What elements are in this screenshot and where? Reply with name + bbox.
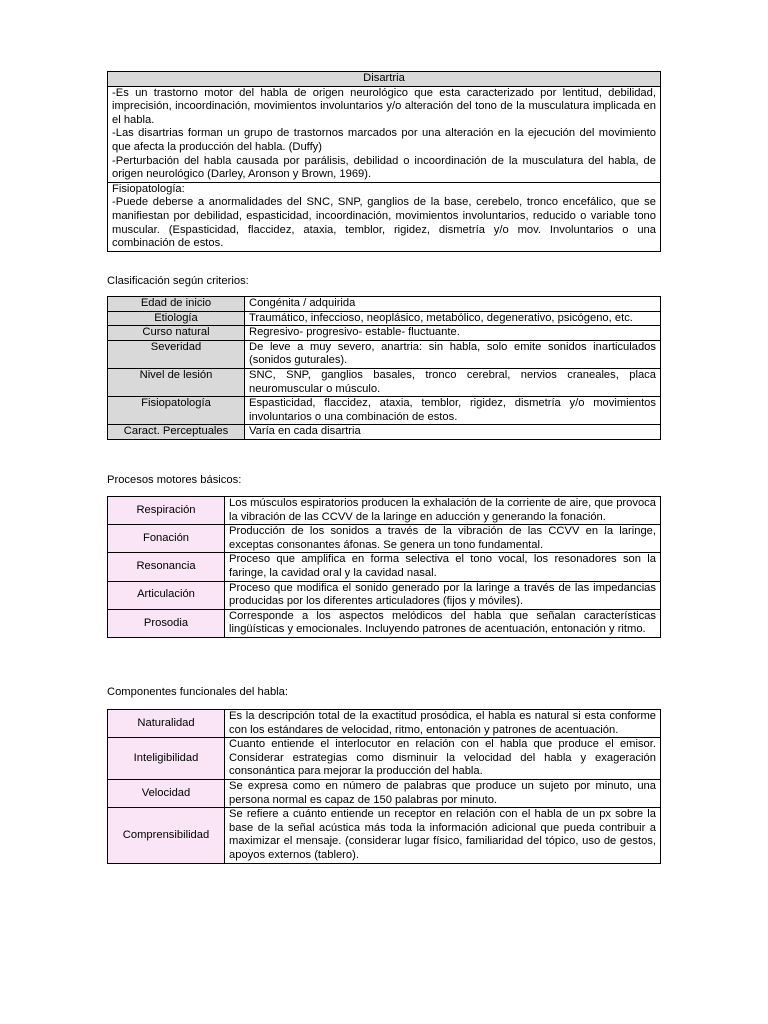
componente-row-value: Es la descripción total de la exactitud prosódica, el habla es natural si esta conforme con los estándares de velocidad, ritmo, entonación y patrones de acentuación.	[225, 710, 661, 738]
clasificacion-row	[108, 425, 661, 440]
clasificacion-heading: Clasificación según criterios:	[107, 275, 249, 287]
proceso-row-label: Fonación	[108, 525, 225, 553]
componente-row-value: Cuanto entiende el interlocutor en relación con el habla que produce el emisor. Considerar estrategias como disminuir la velocidad del habla y exageración consonántica para mejorar la producción del habla.	[225, 738, 661, 780]
proceso-row	[108, 581, 661, 609]
componentes-table	[107, 709, 661, 864]
componente-row-value: Se expresa como en número de palabras que produce un sujeto por minuto, una persona normal es capaz de 150 palabras por minuto.	[225, 779, 661, 807]
clasificacion-row	[108, 326, 661, 341]
componentes-heading: Componentes funcionales del habla:	[107, 686, 288, 698]
componente-row	[108, 738, 661, 780]
proceso-row-value: Los músculos espiratorios producen la exhalación de la corriente de aire, que provoca la vibración de las CCVV de la laringe en aducción y generando la fonación.	[225, 497, 661, 525]
clasificacion-row	[108, 397, 661, 425]
disartria-title: Disartria	[108, 72, 661, 87]
componente-row-label: Inteligibilidad	[108, 738, 225, 780]
proceso-row-value: Corresponde a los aspectos melódicos del habla que señalan características lingüísticas y emocionales. Incluyendo patrones de acentuación, entonación y ritmo.	[225, 609, 661, 637]
clasificacion-row-value: SNC, SNP, ganglios basales, tronco cerebral, nervios craneales, placa neuromuscular o músculo.	[245, 368, 661, 396]
disartria-definitions	[108, 86, 661, 182]
proceso-row	[108, 525, 661, 553]
clasificacion-row-value: De leve a muy severo, anartria: sin habla, solo emite sonidos inarticulados (sonidos guturales).	[245, 340, 661, 368]
clasificacion-row-label: Caract. Perceptuales	[108, 425, 245, 440]
clasificacion-row-value: Regresivo- progresivo- estable- fluctuante.	[245, 326, 661, 341]
clasificacion-row-label: Etiología	[108, 311, 245, 326]
componente-row-label: Velocidad	[108, 779, 225, 807]
clasificacion-row-value: Congénita / adquirida	[245, 297, 661, 312]
clasificacion-row	[108, 340, 661, 368]
componente-row-label: Naturalidad	[108, 710, 225, 738]
definition-1: -Es un trastorno motor del habla de origen neurológico que esta caracterizado por lentitud, debilidad, imprecisión, incoordinación, movimientos involuntarios y/o alteración del tono de la musculatura implicada en el habla.	[112, 86, 656, 126]
clasificacion-row-label: Fisiopatología	[108, 397, 245, 425]
clasificacion-row-label: Edad de inicio	[108, 297, 245, 312]
clasificacion-row-value: Espasticidad, flaccidez, ataxia, temblor, rigidez, dismetría y/o movimientos involuntarios o una combinación de estos.	[245, 397, 661, 425]
clasificacion-row-value: Traumático, infeccioso, neoplásico, metabólico, degenerativo, psicógeno, etc.	[245, 311, 661, 326]
clasificacion-table	[107, 296, 661, 440]
fisiopatologia-text: -Puede deberse a anormalidades del SNC, SNP, ganglios de la base, cerebelo, tronco encefálico, que se manifiestan por debilidad, espasticidad, incoordinación, movimientos involuntarios, reducido o variable tono muscular. (Espasticidad, flaccidez, ataxia, temblor, rigidez, dismetría y/o mov. Involuntarios o una combinación de estos.	[112, 196, 656, 250]
proceso-row-label: Resonancia	[108, 553, 225, 581]
clasificacion-row	[108, 297, 661, 312]
componente-row	[108, 710, 661, 738]
proceso-row	[108, 553, 661, 581]
clasificacion-row-label: Nivel de lesión	[108, 368, 245, 396]
proceso-row-value: Proceso que amplifica en forma selectiva el tono vocal, los resonadores son la faringe, la cavidad oral y la cavidad nasal.	[225, 553, 661, 581]
proceso-row-value: Proceso que modifica el sonido generado por la laringe a través de las impedancias producidas por los diferentes articuladores (fijos y móviles).	[225, 581, 661, 609]
proceso-row	[108, 497, 661, 525]
proceso-row-label: Articulación	[108, 581, 225, 609]
fisiopatologia-cell	[108, 182, 661, 251]
proceso-row-label: Respiración	[108, 497, 225, 525]
componente-row	[108, 779, 661, 807]
procesos-heading: Procesos motores básicos:	[107, 474, 242, 486]
disartria-table	[107, 71, 661, 252]
clasificacion-row	[108, 311, 661, 326]
proceso-row-value: Producción de los sonidos a través de la vibración de las CCVV en la laringe, exceptas consonantes áfonas. Se genera un tono fundamental.	[225, 525, 661, 553]
definition-3: -Perturbación del habla causada por parálisis, debilidad o incoordinación de la musculatura del habla, de origen neurológico (Darley, Aronson y Brown, 1969).	[112, 154, 656, 181]
procesos-table	[107, 496, 661, 638]
componente-row	[108, 808, 661, 863]
clasificacion-row-label: Severidad	[108, 340, 245, 368]
fisiopatologia-title: Fisiopatología:	[112, 182, 185, 195]
clasificacion-row	[108, 368, 661, 396]
definition-2: -Las disartrias forman un grupo de trastornos marcados por una alteración en la ejecución del movimiento que afecta la producción del habla. (Duffy)	[112, 127, 656, 153]
proceso-row-label: Prosodia	[108, 609, 225, 637]
proceso-row	[108, 609, 661, 637]
componente-row-label: Comprensibilidad	[108, 808, 225, 863]
clasificacion-row-label: Curso natural	[108, 326, 245, 341]
componente-row-value: Se refiere a cuánto entiende un receptor en relación con el habla de un px sobre la base de la señal acústica más toda la información adicional que pueda contribuir a maximizar el mensaje. (considerar lugar físico, familiaridad del tópico, uso de gestos, apoyos externos (tablero).	[225, 808, 661, 863]
clasificacion-row-value: Varía en cada disartria	[245, 425, 661, 440]
